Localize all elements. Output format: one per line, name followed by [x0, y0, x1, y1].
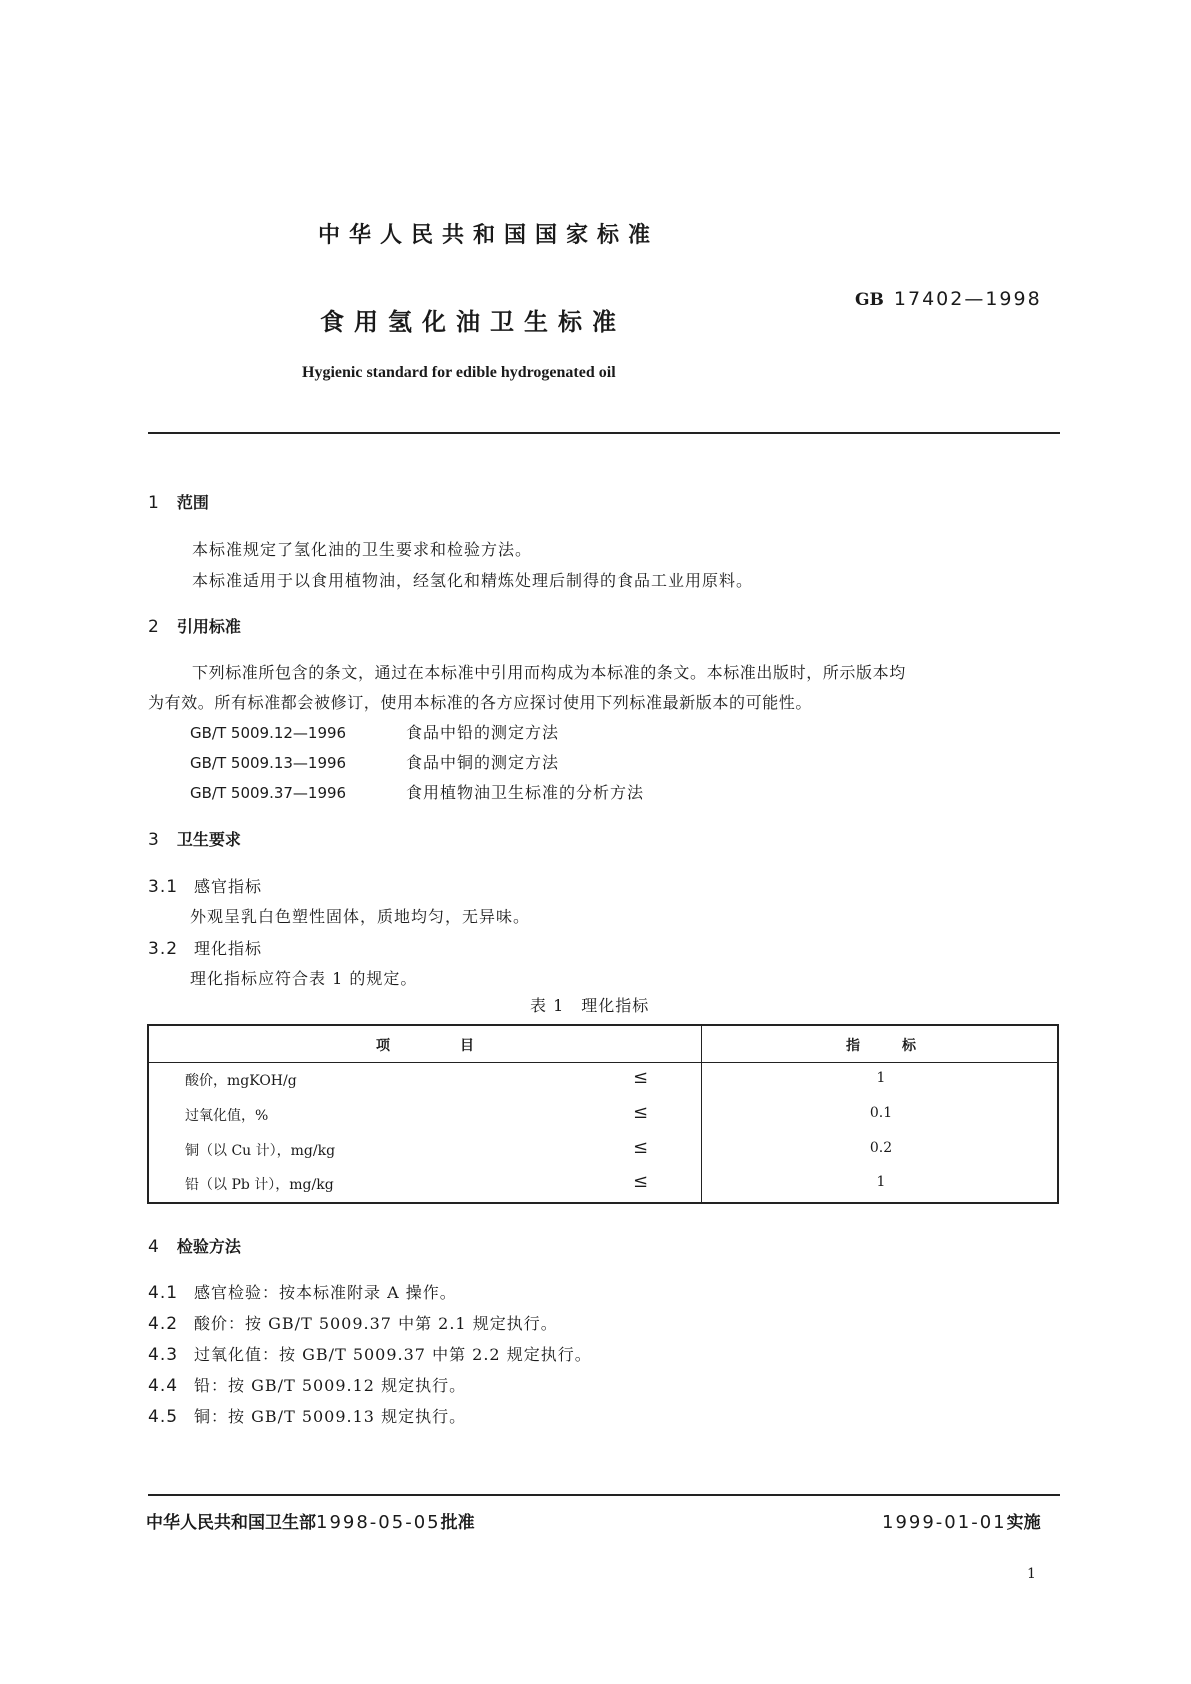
document-code: 17402—1998 — [893, 288, 1042, 310]
method-text: 铅：按 GB/T 5009.12 规定执行。 — [194, 1376, 467, 1395]
effective-label: 实施 — [1006, 1513, 1041, 1533]
subsection-3-1-heading — [148, 874, 262, 897]
table-row-value: 1 — [876, 1070, 886, 1086]
table-row-item: 铜（以 Cu 计），mg/kg — [185, 1143, 336, 1159]
section-1-title: 范围 — [176, 493, 209, 512]
section-3-number: 3 — [148, 830, 159, 850]
subsection-3-2-text: 理化指标应符合表 1 的规定。 — [190, 969, 418, 988]
section-1-heading — [148, 490, 209, 513]
method-item — [148, 1373, 466, 1396]
subsection-3-1-title: 感官指标 — [194, 877, 263, 896]
method-number: 4.5 — [148, 1407, 179, 1427]
method-number: 4.4 — [148, 1376, 179, 1396]
reference-title: 食品中铜的测定方法 — [406, 753, 560, 772]
section-1-paragraph-2: 本标准适用于以食用植物油，经氢化和精炼处理后制得的食品工业用原料。 — [192, 571, 754, 590]
subsection-3-2-heading — [148, 936, 262, 959]
table-row-item: 酸价，mgKOH/g — [185, 1073, 297, 1089]
method-number: 4.1 — [148, 1283, 179, 1303]
effective-line — [882, 1508, 1041, 1533]
reference-item — [190, 720, 559, 743]
table-row-operator: ≤ — [633, 1067, 649, 1088]
section-2-paragraph-line-1: 下列标准所包含的条文，通过在本标准中引用而构成为本标准的条文。本标准出版时，所示版本均 — [192, 663, 906, 682]
reference-code: GB/T 5009.37—1996 — [190, 784, 347, 802]
section-2-number: 2 — [148, 617, 159, 637]
method-item — [148, 1404, 466, 1427]
table-row-operator: ≤ — [633, 1137, 649, 1158]
reference-code: GB/T 5009.13—1996 — [190, 754, 347, 772]
section-1-paragraph-1: 本标准规定了氢化油的卫生要求和检验方法。 — [192, 540, 533, 559]
table-row-value: 0.2 — [869, 1140, 893, 1156]
method-number: 4.2 — [148, 1314, 179, 1334]
subsection-3-1-text: 外观呈乳白色塑性固体，质地均匀，无异味。 — [190, 907, 531, 926]
section-4-number: 4 — [148, 1237, 159, 1257]
method-text: 感官检验：按本标准附录 A 操作。 — [194, 1283, 457, 1302]
document-title: 食用氢化油卫生标准 — [320, 307, 626, 336]
table-row-operator: ≤ — [633, 1171, 649, 1192]
table-row-value: 1 — [876, 1174, 886, 1190]
section-3-heading — [148, 827, 241, 850]
section-4-title: 检验方法 — [176, 1237, 241, 1256]
national-standard-header: 中华人民共和国国家标准 — [318, 222, 660, 248]
document-number — [855, 288, 1042, 310]
section-2-paragraph-line-2: 为有效。所有标准都会被修订，使用本标准的各方应探讨使用下列标准最新版本的可能性。 — [148, 693, 813, 712]
page-number: 1 — [1027, 1566, 1036, 1582]
section-1-number: 1 — [148, 493, 159, 513]
method-text: 铜：按 GB/T 5009.13 规定执行。 — [194, 1407, 467, 1426]
approval-line — [146, 1508, 475, 1533]
table-header-divider — [149, 1062, 1057, 1063]
reference-item — [190, 780, 644, 803]
issuer: 中华人民共和国卫生部 — [146, 1513, 316, 1533]
table-header-item: 项 目 — [376, 1038, 474, 1054]
subsection-3-1-number: 3.1 — [148, 877, 179, 897]
section-4-heading — [148, 1234, 241, 1257]
method-number: 4.3 — [148, 1345, 179, 1365]
document-prefix: GB — [855, 290, 884, 310]
reference-title: 食用植物油卫生标准的分析方法 — [406, 783, 645, 802]
method-text: 过氧化值：按 GB/T 5009.37 中第 2.2 规定执行。 — [194, 1345, 592, 1364]
table-row-value: 0.1 — [869, 1105, 893, 1121]
approval-label: 批准 — [440, 1513, 475, 1533]
reference-code: GB/T 5009.12—1996 — [190, 724, 347, 742]
subsection-3-2-number: 3.2 — [148, 939, 179, 959]
effective-date: 1999-01-01 — [882, 1512, 1007, 1533]
section-3-title: 卫生要求 — [176, 830, 241, 849]
section-2-title: 引用标准 — [176, 617, 241, 636]
method-item — [148, 1280, 457, 1303]
table-row-item: 过氧化值，% — [185, 1108, 269, 1124]
table-row-item: 铅（以 Pb 计），mg/kg — [185, 1177, 334, 1193]
method-item — [148, 1311, 558, 1334]
approval-date: 1998-05-05 — [316, 1512, 441, 1533]
table-header-value: 指 标 — [846, 1038, 916, 1054]
reference-title: 食品中铅的测定方法 — [406, 723, 560, 742]
top-divider — [148, 432, 1060, 434]
english-title: Hygienic standard for edible hydrogenated oil — [302, 364, 616, 381]
reference-item — [190, 750, 559, 773]
indicator-table — [147, 1024, 1059, 1204]
section-2-heading — [148, 614, 241, 637]
table-row-operator: ≤ — [633, 1102, 649, 1123]
method-item — [148, 1342, 592, 1365]
subsection-3-2-title: 理化指标 — [194, 939, 263, 958]
method-text: 酸价：按 GB/T 5009.37 中第 2.1 规定执行。 — [194, 1314, 558, 1333]
table-caption: 表 1 理化指标 — [530, 996, 650, 1015]
bottom-divider — [148, 1494, 1060, 1496]
